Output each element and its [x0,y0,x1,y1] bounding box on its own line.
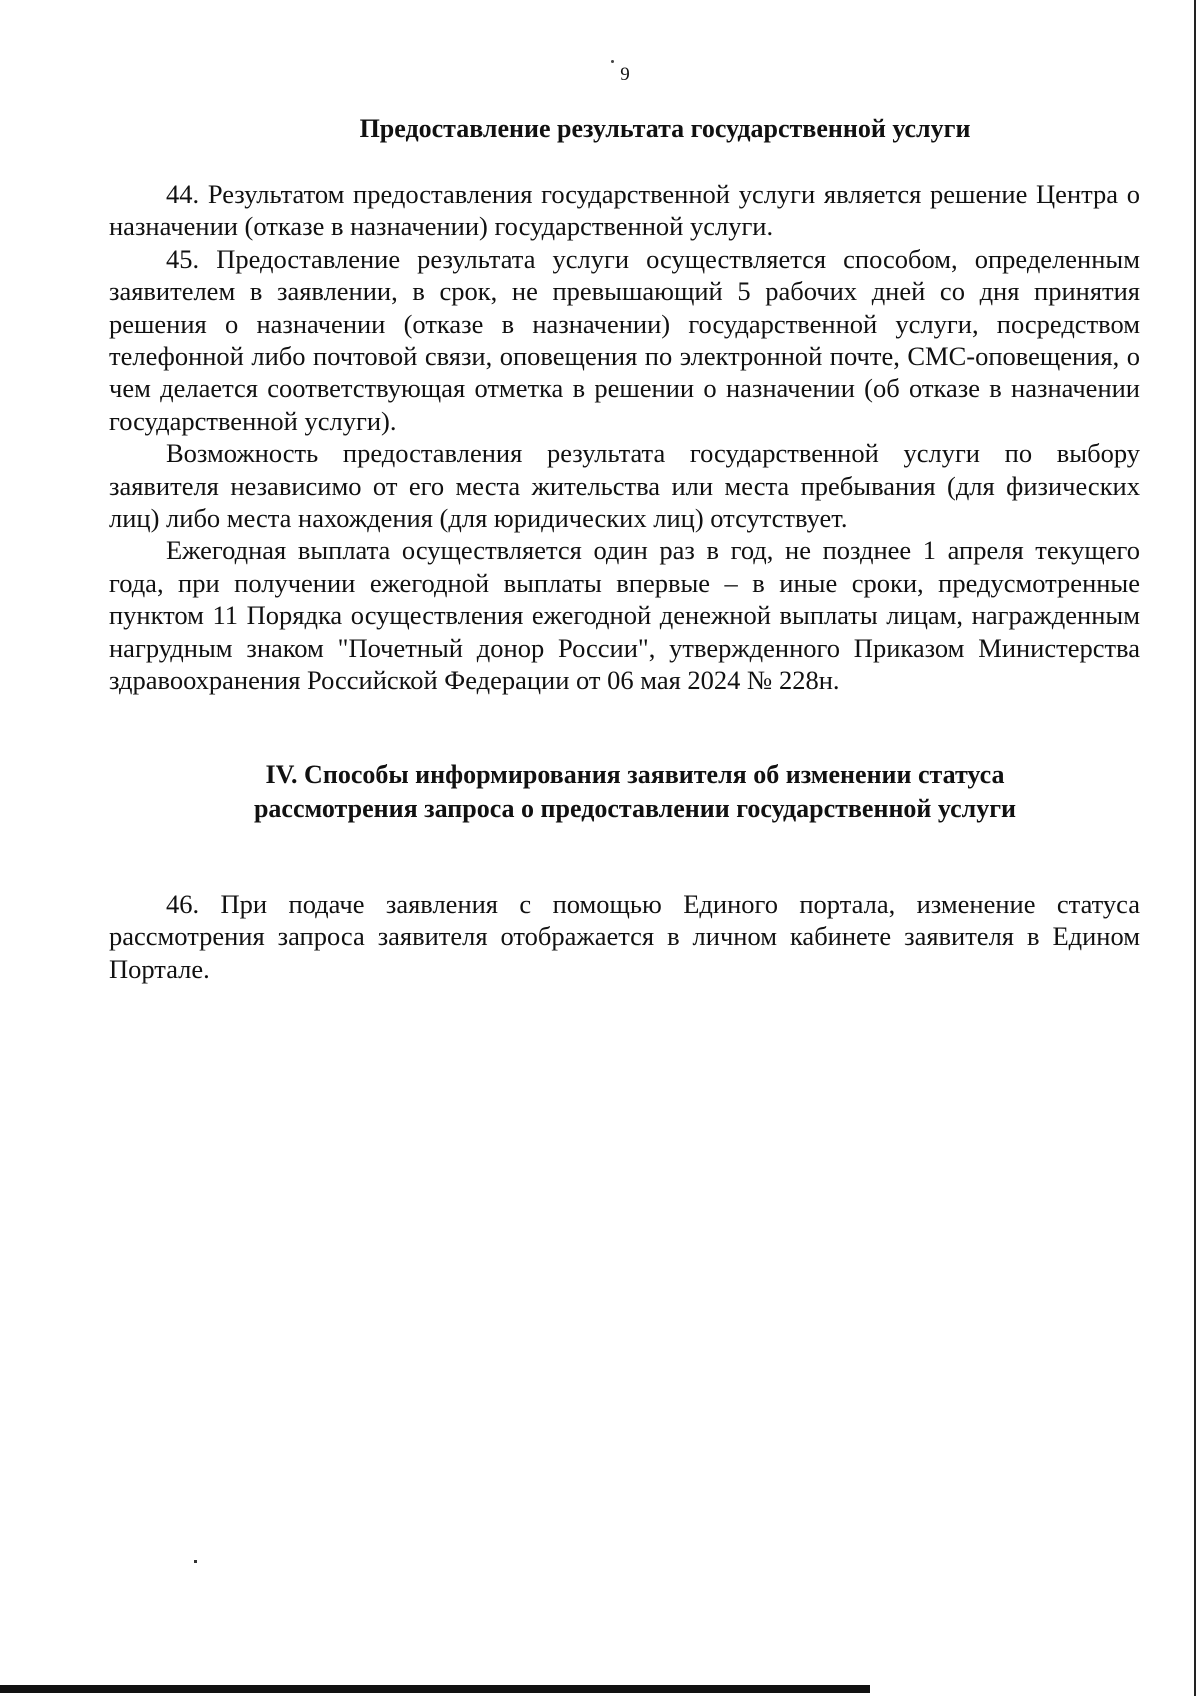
bottom-border-line [0,1685,870,1693]
section-body-iv [109,888,1140,985]
paragraph-45: 45. Предоставление результата услуги осуществляется способом, определенным заявителем в заявлении, в срок, не превышающий 5 рабочих дней со дня принятия решения о назначении (отказе в назначении) государственной услуги, посредством телефонной либо почтовой связи, оповещения по электронной почте, СМС-оповещения, о чем делается соответствующая отметка в решении о назначении (об отказе в назначении государственной услуги). [109,243,1140,436]
section-heading-result: Предоставление результата государственной услуги [359,114,971,143]
scan-mark [194,1560,197,1563]
page-number: 9 [620,64,630,85]
right-border-line [1194,0,1196,1696]
section-body-result [109,178,1140,697]
section-heading-iv: IV. Способы информирования заявителя об изменении статуса рассмотрения запроса о предоставлении государственной услуги [253,760,1017,823]
paragraph-46: 46. При подаче заявления с помощью Единого портала, изменение статуса рассмотрения запроса заявителя отображается в личном кабинете заявителя в Едином Портале. [109,889,1140,984]
paragraph-44: 44. Результатом предоставления государственной услуги является решение Центра о назначении (отказе в назначении) государственной услуги. [109,179,1140,242]
paragraph-annual-payment: Ежегодная выплата осуществляется один раз в год, не позднее 1 апреля текущего года, при получении ежегодной выплаты впервые – в иные сроки, предусмотренные пунктом 11 Порядка осуществления ежегодной денежной выплаты лицам, награжденным нагрудным знаком "Почетный донор России", утвержденного Приказом Министерства здравоохранения Российской Федерации от 06 мая 2024 № 228н. [109,535,1140,696]
scan-dot [611,60,614,63]
paragraph-possibility: Возможность предоставления результата государственной услуги по выбору заявителя независимо от его места жительства или места пребывания (для физических лиц) либо места нахождения (для юридических лиц) отсутствует. [109,438,1140,534]
